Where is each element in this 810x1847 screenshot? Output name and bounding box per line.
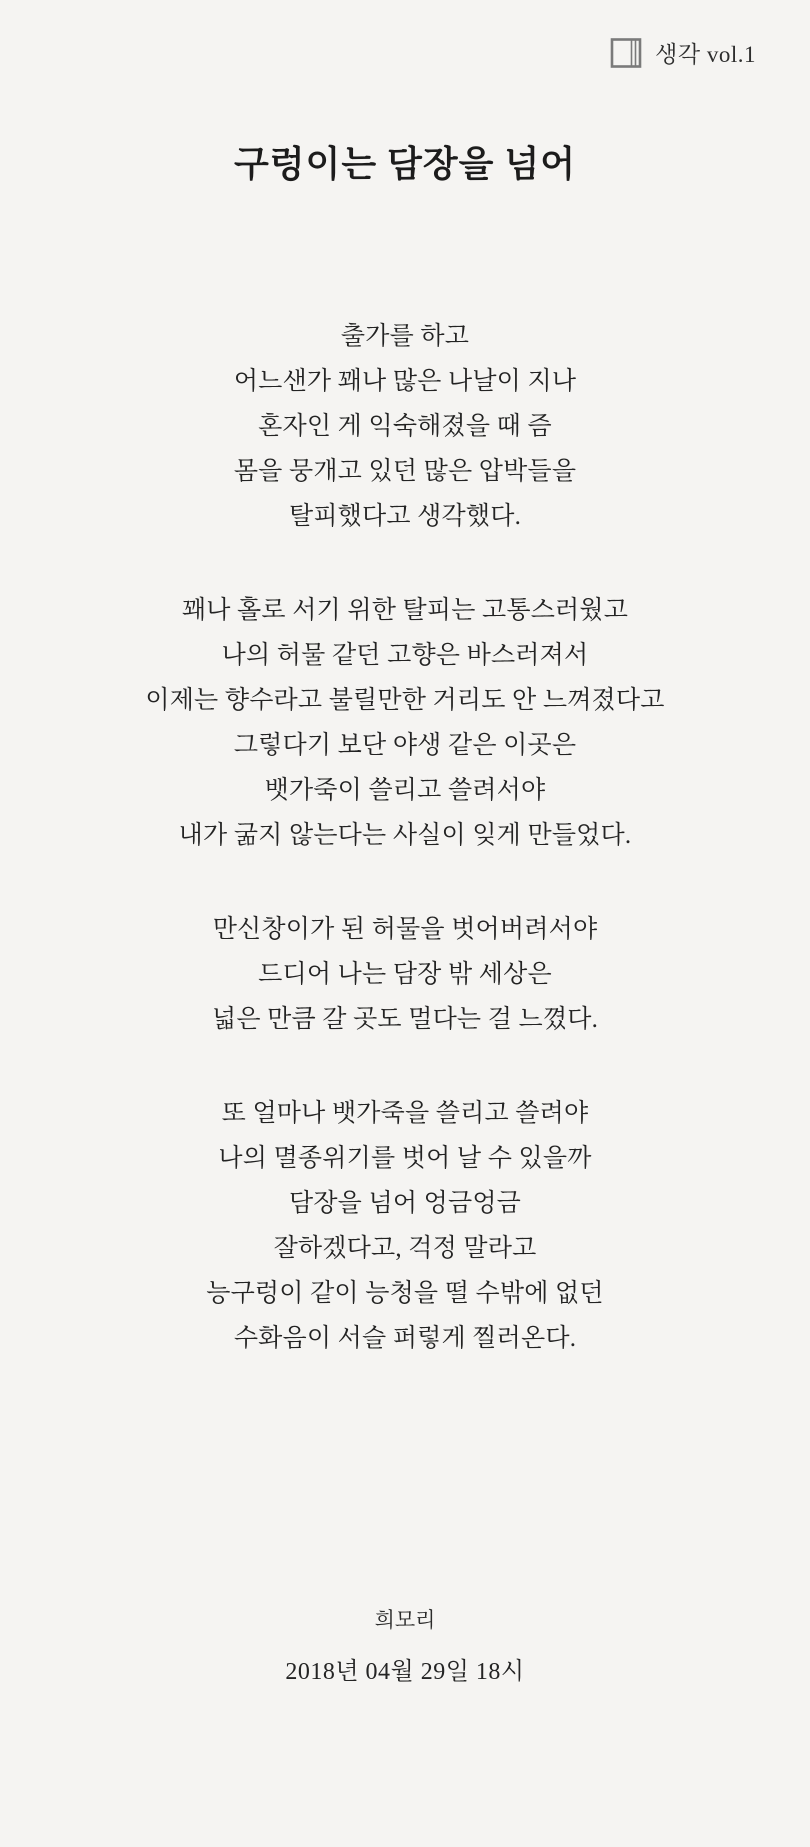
poem-line: 어느샌가 꽤나 많은 나날이 지나: [233, 368, 577, 395]
poem-line: 그렇다기 보단 야생 같은 이곳은: [233, 732, 577, 759]
poem-line: 내가 굶지 않는다는 사실이 잊게 만들었다.: [178, 822, 632, 849]
poem-line: 이제는 향수라고 불릴만한 거리도 안 느껴졌다고: [145, 687, 665, 714]
stanza: [0, 1091, 810, 1361]
poem-line: 만신창이가 된 허물을 벗어버려서야: [212, 916, 598, 943]
poem-line: 혼자인 게 익숙해졌을 때 즘: [258, 413, 552, 440]
poem-line: 넓은 만큼 갈 곳도 멀다는 걸 느꼈다.: [211, 1006, 599, 1033]
poem-line: 능구렁이 같이 능청을 떨 수밖에 없던: [206, 1280, 604, 1307]
post-datetime: 2018년 04월 29일 18시: [285, 1659, 525, 1685]
poem-line: 드디어 나는 담장 밖 세상은: [258, 961, 552, 988]
poem-line: 또 얼마나 뱃가죽을 쓸리고 쓸려야: [221, 1100, 589, 1127]
stanza: [0, 314, 810, 539]
poem-line: 몸을 뭉개고 있던 많은 압박들을: [233, 458, 577, 485]
poem-line: 탈피했다고 생각했다.: [288, 503, 522, 530]
poem-line: 출가를 하고: [340, 323, 470, 350]
header-series-label: 생각 vol.1: [655, 42, 756, 67]
notebook-icon: [610, 37, 642, 69]
poem-line: 잘하겠다고, 걱정 말라고: [273, 1235, 537, 1262]
poem-line: 담장을 넘어 엉금엉금: [288, 1190, 522, 1217]
author-name: 희모리: [374, 1608, 436, 1632]
poem-line: 꽤나 홀로 서기 위한 탈피는 고통스러웠고: [181, 597, 629, 624]
header: [610, 36, 756, 69]
stanza: [0, 907, 810, 1042]
poem-title: 구렁이는 담장을 넘어: [234, 144, 576, 184]
poem-line: 나의 허물 같던 고향은 바스러져서: [221, 642, 589, 669]
poem-line: 수화음이 서슬 퍼렇게 찔러온다.: [233, 1325, 577, 1352]
stanza: [0, 588, 810, 858]
poem-line: 나의 멸종위기를 벗어 날 수 있을까: [218, 1145, 592, 1172]
poem-line: 뱃가죽이 쓸리고 쓸려서야: [264, 777, 546, 804]
poem: [0, 314, 810, 1361]
